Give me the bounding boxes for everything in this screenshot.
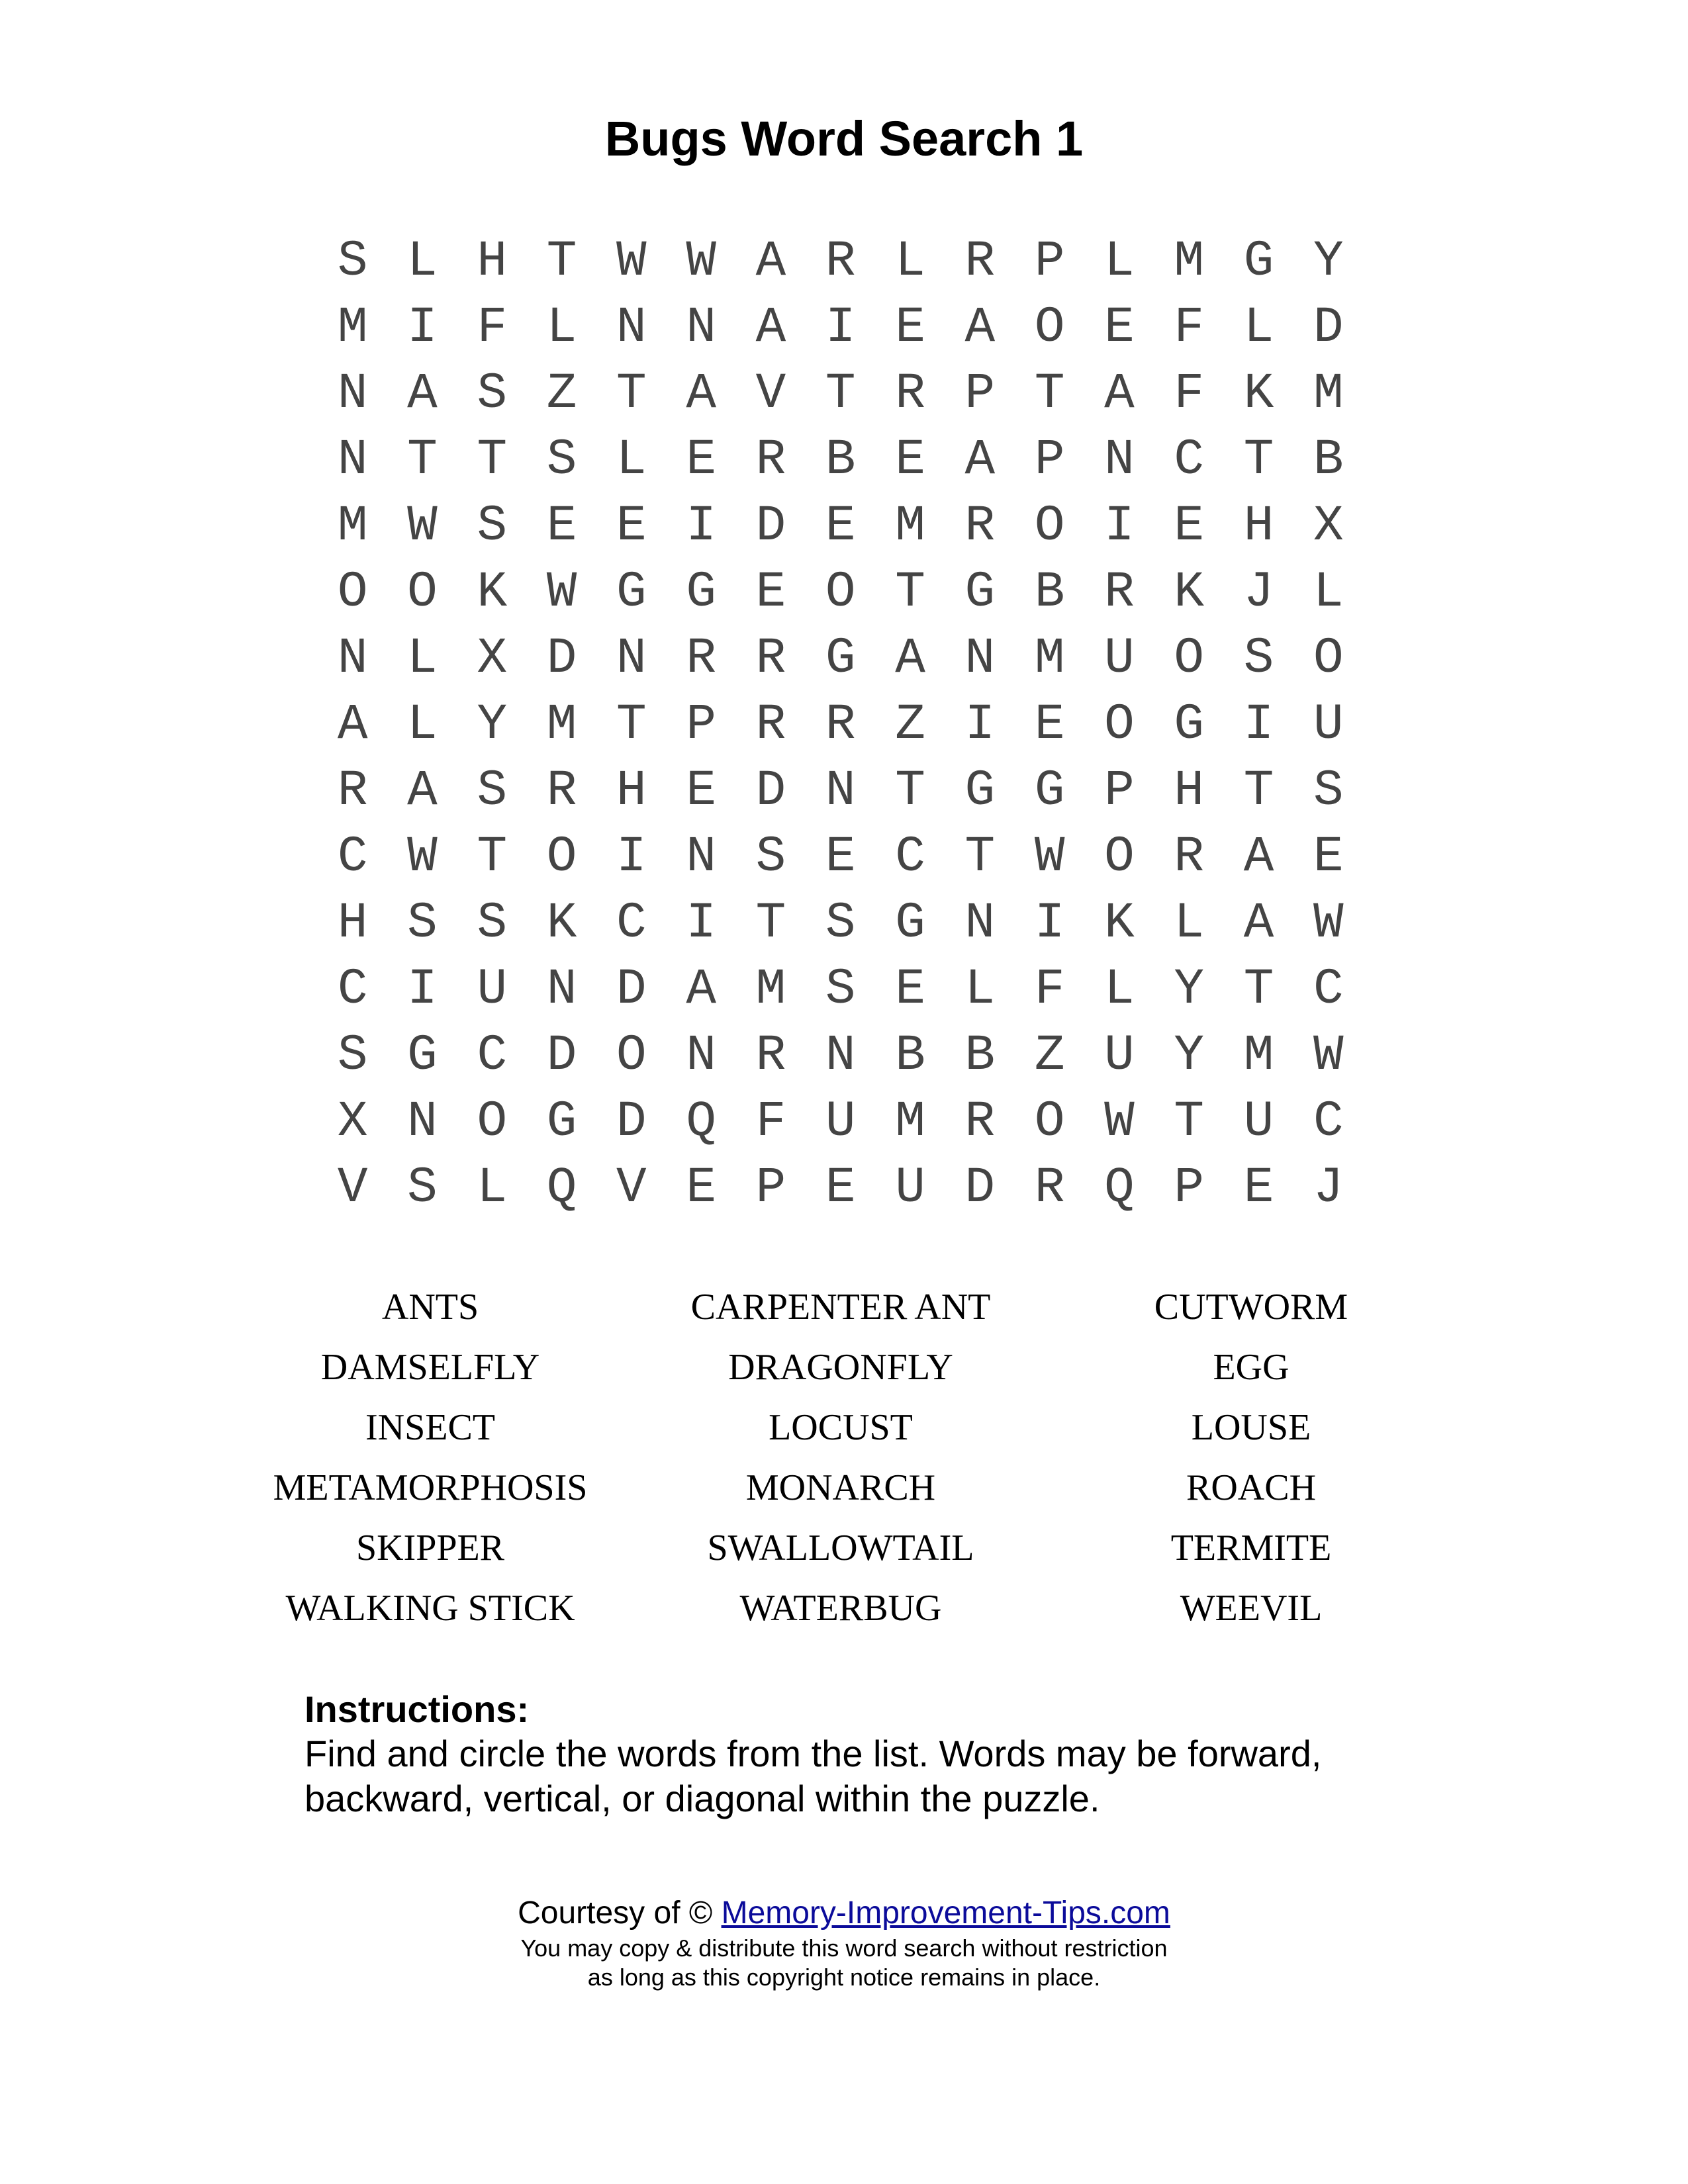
grid-cell[interactable]: H xyxy=(616,762,647,819)
grid-cell[interactable]: O xyxy=(477,1093,508,1150)
grid-cell[interactable]: S xyxy=(477,498,508,555)
word-list-item: LOCUST xyxy=(769,1407,913,1448)
grid-cell[interactable]: I xyxy=(616,829,647,886)
grid-cell[interactable]: I xyxy=(1104,498,1135,555)
grid-cell[interactable]: G xyxy=(825,630,856,687)
grid-cell[interactable]: U xyxy=(477,961,508,1018)
grid-cell[interactable]: G xyxy=(1034,762,1065,819)
grid-cell[interactable]: Z xyxy=(1034,1027,1065,1084)
grid-cell[interactable]: T xyxy=(546,233,577,290)
grid-cell[interactable]: M xyxy=(1313,365,1344,422)
grid-cell[interactable]: L xyxy=(616,432,647,488)
grid-cell[interactable]: N xyxy=(825,1027,856,1084)
grid-cell[interactable]: X xyxy=(337,1093,368,1150)
grid-cell[interactable]: X xyxy=(1313,498,1344,555)
grid-cell[interactable]: M xyxy=(1243,1027,1274,1084)
grid-cell[interactable]: T xyxy=(477,432,508,488)
grid-cell[interactable]: L xyxy=(1104,961,1135,1018)
grid-cell[interactable]: Y xyxy=(477,696,508,753)
word-list-item: EGG xyxy=(1213,1347,1289,1388)
instructions-heading: Instructions: xyxy=(305,1688,530,1730)
copyright-notice: You may copy & distribute this word search without restriction xyxy=(520,1934,1168,1962)
grid-cell[interactable]: E xyxy=(1243,1160,1274,1216)
grid-cell[interactable]: D xyxy=(616,961,647,1018)
grid-cell[interactable]: R xyxy=(755,630,786,687)
grid-cell[interactable]: Q xyxy=(686,1093,716,1150)
page-title: Bugs Word Search 1 xyxy=(604,111,1084,166)
word-list-item: WATERBUG xyxy=(739,1588,942,1629)
instructions-text xyxy=(305,1731,1430,1821)
grid-cell[interactable]: A xyxy=(895,630,925,687)
copyright-notice: as long as this copyright notice remains in place. xyxy=(587,1964,1101,1991)
grid-cell[interactable]: C xyxy=(1313,1093,1344,1150)
grid-cell[interactable]: P xyxy=(1034,233,1065,290)
grid-cell[interactable]: F xyxy=(755,1093,786,1150)
grid-cell[interactable]: E xyxy=(895,299,925,356)
word-list-item: SWALLOWTAIL xyxy=(707,1527,974,1569)
grid-cell[interactable]: O xyxy=(337,564,368,621)
grid-cell[interactable]: C xyxy=(616,895,647,952)
grid-cell[interactable]: H xyxy=(337,895,368,952)
grid-cell[interactable]: L xyxy=(1313,564,1344,621)
grid-cell[interactable]: O xyxy=(825,564,856,621)
grid-cell[interactable]: D xyxy=(1313,299,1344,356)
grid-cell[interactable]: G xyxy=(407,1027,438,1084)
grid-cell[interactable]: L xyxy=(1243,299,1274,356)
grid-cell[interactable]: O xyxy=(407,564,438,621)
grid-cell[interactable]: T xyxy=(616,365,647,422)
grid-cell[interactable]: P xyxy=(1104,762,1135,819)
grid-cell[interactable]: S xyxy=(407,895,438,952)
word-list-item: DAMSELFLY xyxy=(320,1347,540,1388)
grid-cell[interactable]: N xyxy=(964,630,996,687)
grid-cell[interactable]: R xyxy=(755,1027,786,1084)
grid-cell[interactable]: L xyxy=(477,1160,508,1216)
word-list-item: ANTS xyxy=(381,1287,479,1328)
grid-cell[interactable]: R xyxy=(546,762,577,819)
grid-cell[interactable]: A xyxy=(686,365,716,422)
grid-cell[interactable]: Y xyxy=(1313,233,1344,290)
grid-cell[interactable]: R xyxy=(1034,1160,1065,1216)
grid-cell[interactable]: D xyxy=(616,1093,647,1150)
grid-cell[interactable]: N xyxy=(616,630,647,687)
grid-cell[interactable]: O xyxy=(616,1027,647,1084)
grid-cell[interactable]: B xyxy=(1313,432,1344,488)
grid-cell[interactable]: O xyxy=(1104,696,1135,753)
grid-cell[interactable]: V xyxy=(616,1160,647,1216)
grid-cell[interactable]: W xyxy=(407,498,438,555)
grid-cell[interactable]: M xyxy=(1034,630,1065,687)
grid-cell[interactable]: A xyxy=(755,233,786,290)
grid-cell[interactable]: W xyxy=(1034,829,1065,886)
grid-cell[interactable]: N xyxy=(337,630,368,687)
word-list-item: CARPENTER ANT xyxy=(690,1287,991,1328)
grid-cell[interactable]: L xyxy=(1174,895,1205,952)
grid-cell[interactable]: J xyxy=(1313,1160,1344,1216)
grid-cell[interactable]: J xyxy=(1243,564,1274,621)
grid-cell[interactable]: N xyxy=(964,895,996,952)
grid-cell[interactable]: L xyxy=(546,299,577,356)
grid-cell[interactable]: Q xyxy=(1104,1160,1135,1216)
grid-cell[interactable]: L xyxy=(407,696,438,753)
grid-cell[interactable]: O xyxy=(546,829,577,886)
grid-cell[interactable]: C xyxy=(1313,961,1344,1018)
grid-cell[interactable]: W xyxy=(546,564,577,621)
word-list-item: WEEVIL xyxy=(1180,1588,1323,1629)
instructions-line: backward, vertical, or diagonal within the puzzle. xyxy=(305,1778,1100,1819)
grid-cell[interactable]: E xyxy=(825,1160,856,1216)
grid-cell[interactable]: P xyxy=(1174,1160,1205,1216)
letter-grid xyxy=(318,228,1364,1221)
grid-cell[interactable]: B xyxy=(964,1027,996,1084)
grid-cell[interactable]: N xyxy=(546,961,577,1018)
grid-cell[interactable]: Y xyxy=(1174,961,1205,1018)
grid-cell[interactable]: A xyxy=(337,696,368,753)
footer xyxy=(0,1893,1688,1992)
grid-cell[interactable]: N xyxy=(337,365,368,422)
grid-cell[interactable]: D xyxy=(546,630,577,687)
grid-cell[interactable]: L xyxy=(964,961,996,1018)
courtesy-prefix: Courtesy of © xyxy=(518,1895,722,1931)
grid-cell[interactable]: E xyxy=(895,961,925,1018)
grid-cell[interactable]: P xyxy=(755,1160,786,1216)
grid-cell[interactable]: W xyxy=(686,233,716,290)
grid-cell[interactable]: T xyxy=(616,696,647,753)
word-list-item: CUTWORM xyxy=(1154,1287,1348,1328)
grid-cell[interactable]: B xyxy=(895,1027,925,1084)
grid-cell[interactable]: I xyxy=(1034,895,1065,952)
grid-cell[interactable]: S xyxy=(477,895,508,952)
grid-cell[interactable]: R xyxy=(825,696,856,753)
grid-cell[interactable]: T xyxy=(895,762,925,819)
word-list-item: MONARCH xyxy=(745,1467,936,1508)
grid-cell[interactable]: C xyxy=(337,829,368,886)
grid-cell[interactable]: C xyxy=(1174,432,1205,488)
grid-cell[interactable]: P xyxy=(1034,432,1065,488)
grid-cell[interactable]: F xyxy=(477,299,508,356)
grid-cell[interactable]: E xyxy=(895,432,925,488)
grid-cell[interactable]: Z xyxy=(546,365,577,422)
grid-cell[interactable]: V xyxy=(337,1160,368,1216)
grid-cell[interactable]: L xyxy=(407,630,438,687)
grid-cell[interactable]: U xyxy=(1104,1027,1135,1084)
grid-cell[interactable]: S xyxy=(337,233,368,290)
grid-cell[interactable]: E xyxy=(546,498,577,555)
grid-cell[interactable]: S xyxy=(825,895,856,952)
grid-cell[interactable]: M xyxy=(895,1093,925,1150)
grid-cell[interactable]: B xyxy=(825,432,856,488)
grid-cell[interactable]: I xyxy=(407,961,438,1018)
grid-cell[interactable]: W xyxy=(616,233,647,290)
grid-cell[interactable]: N xyxy=(686,299,716,356)
grid-cell[interactable]: U xyxy=(1104,630,1135,687)
grid-cell[interactable]: A xyxy=(1243,895,1274,952)
grid-cell[interactable]: R xyxy=(755,696,786,753)
grid-cell[interactable]: D xyxy=(755,498,786,555)
grid-cell[interactable]: T xyxy=(825,365,856,422)
source-link[interactable]: Memory-Improvement-Tips.com xyxy=(721,1895,1170,1931)
grid-cell[interactable]: I xyxy=(686,498,716,555)
grid-cell[interactable]: E xyxy=(825,829,856,886)
grid-cell[interactable]: E xyxy=(1174,498,1205,555)
grid-cell[interactable]: G xyxy=(546,1093,577,1150)
grid-cell[interactable]: T xyxy=(477,829,508,886)
word-list-item: SKIPPER xyxy=(355,1527,505,1569)
grid-cell[interactable]: G xyxy=(1174,696,1205,753)
grid-cell[interactable]: O xyxy=(1174,630,1205,687)
grid-cell[interactable]: I xyxy=(825,299,856,356)
grid-cell[interactable]: T xyxy=(407,432,438,488)
grid-cell[interactable]: Y xyxy=(1174,1027,1205,1084)
grid-cell[interactable]: T xyxy=(1034,365,1065,422)
grid-cell[interactable]: S xyxy=(546,432,577,488)
grid-cell[interactable]: G xyxy=(964,762,996,819)
grid-cell[interactable]: D xyxy=(546,1027,577,1084)
grid-cell[interactable]: K xyxy=(477,564,508,621)
grid-cell[interactable]: D xyxy=(964,1160,996,1216)
grid-cell[interactable]: I xyxy=(964,696,996,753)
word-list-item: METAMORPHOSIS xyxy=(273,1467,588,1508)
grid-cell[interactable]: L xyxy=(1104,233,1135,290)
grid-cell[interactable]: E xyxy=(686,1160,716,1216)
grid-cell[interactable]: S xyxy=(825,961,856,1018)
grid-cell[interactable]: R xyxy=(895,365,925,422)
grid-cell[interactable]: H xyxy=(1174,762,1205,819)
grid-cell[interactable]: W xyxy=(1104,1093,1135,1150)
grid-cell[interactable]: N xyxy=(686,829,716,886)
word-list-item: LOUSE xyxy=(1191,1407,1311,1448)
grid-cell[interactable]: T xyxy=(1243,762,1274,819)
grid-cell[interactable]: C xyxy=(477,1027,508,1084)
grid-cell[interactable]: K xyxy=(546,895,577,952)
grid-cell[interactable]: S xyxy=(477,762,508,819)
grid-cell[interactable]: E xyxy=(616,498,647,555)
grid-cell[interactable]: G xyxy=(964,564,996,621)
grid-cell[interactable]: A xyxy=(407,762,438,819)
grid-cell[interactable]: R xyxy=(337,762,368,819)
grid-cell[interactable]: A xyxy=(1104,365,1135,422)
grid-cell[interactable]: T xyxy=(1243,432,1274,488)
grid-cell[interactable]: R xyxy=(964,498,996,555)
word-list-item: ROACH xyxy=(1186,1467,1317,1508)
grid-cell[interactable]: C xyxy=(337,961,368,1018)
grid-cell[interactable]: E xyxy=(825,498,856,555)
grid-cell[interactable]: U xyxy=(1243,1093,1274,1150)
grid-cell[interactable]: N xyxy=(1104,432,1135,488)
grid-cell[interactable]: F xyxy=(1174,299,1205,356)
word-list-item: INSECT xyxy=(365,1407,495,1448)
grid-cell[interactable]: O xyxy=(1034,1093,1065,1150)
grid-cell[interactable]: C xyxy=(895,829,925,886)
grid-cell[interactable]: M xyxy=(337,299,368,356)
grid-cell[interactable]: B xyxy=(1034,564,1065,621)
grid-cell[interactable]: O xyxy=(1034,498,1065,555)
grid-cell[interactable]: S xyxy=(1243,630,1274,687)
grid-cell[interactable]: L xyxy=(407,233,438,290)
grid-cell[interactable]: A xyxy=(964,432,996,488)
word-list xyxy=(225,1277,1483,1639)
grid-cell[interactable]: R xyxy=(964,1093,996,1150)
grid-cell[interactable]: I xyxy=(1243,696,1274,753)
grid-cell[interactable]: V xyxy=(755,365,786,422)
grid-cell[interactable]: T xyxy=(1174,1093,1205,1150)
word-list-item: WALKING STICK xyxy=(285,1588,575,1629)
instructions xyxy=(305,1688,1430,1821)
grid-cell[interactable]: R xyxy=(825,233,856,290)
grid-cell[interactable]: E xyxy=(1313,829,1344,886)
grid-cell[interactable]: W xyxy=(1313,895,1344,952)
grid-cell[interactable]: I xyxy=(686,895,716,952)
grid-cell[interactable]: F xyxy=(1174,365,1205,422)
grid-cell[interactable]: M xyxy=(1174,233,1205,290)
grid-cell[interactable]: T xyxy=(895,564,925,621)
grid-cell[interactable]: E xyxy=(1034,696,1065,753)
grid-cell[interactable]: O xyxy=(1313,630,1344,687)
grid-cell[interactable]: A xyxy=(407,365,438,422)
grid-cell[interactable]: N xyxy=(686,1027,716,1084)
grid-cell[interactable]: K xyxy=(1174,564,1205,621)
grid-cell[interactable]: G xyxy=(686,564,716,621)
grid-cell[interactable]: W xyxy=(407,829,438,886)
grid-cell[interactable]: S xyxy=(755,829,786,886)
grid-cell[interactable]: A xyxy=(1243,829,1274,886)
grid-cell[interactable]: M xyxy=(546,696,577,753)
grid-cell[interactable]: R xyxy=(964,233,996,290)
grid-cell[interactable]: N xyxy=(825,762,856,819)
grid-cell[interactable]: G xyxy=(895,895,925,952)
grid-cell[interactable]: U xyxy=(825,1093,856,1150)
grid-cell[interactable]: A xyxy=(755,299,786,356)
grid-cell[interactable]: K xyxy=(1243,365,1274,422)
word-list-item: TERMITE xyxy=(1170,1527,1332,1569)
grid-cell[interactable]: O xyxy=(1104,829,1135,886)
grid-cell[interactable]: R xyxy=(755,432,786,488)
grid-cell[interactable]: A xyxy=(964,299,996,356)
grid-cell[interactable]: U xyxy=(895,1160,925,1216)
grid-cell[interactable]: N xyxy=(407,1093,438,1150)
grid-cell[interactable]: P xyxy=(964,365,996,422)
grid-cell[interactable]: T xyxy=(964,829,996,886)
grid-cell[interactable]: A xyxy=(686,961,716,1018)
grid-cell[interactable]: S xyxy=(407,1160,438,1216)
grid-cell[interactable]: S xyxy=(1313,762,1344,819)
grid-cell[interactable]: I xyxy=(407,299,438,356)
grid-cell[interactable]: E xyxy=(755,564,786,621)
grid-cell[interactable]: T xyxy=(1243,961,1274,1018)
grid-cell[interactable]: F xyxy=(1034,961,1065,1018)
grid-cell[interactable]: R xyxy=(1174,829,1205,886)
grid-cell[interactable]: D xyxy=(755,762,786,819)
grid-cell[interactable]: S xyxy=(337,1027,368,1084)
grid-cell[interactable]: M xyxy=(337,498,368,555)
courtesy-line xyxy=(0,1893,1688,1934)
grid-cell[interactable]: N xyxy=(337,432,368,488)
grid-cell[interactable]: E xyxy=(686,762,716,819)
grid-cell[interactable]: N xyxy=(616,299,647,356)
grid-cell[interactable]: H xyxy=(1243,498,1274,555)
grid-cell[interactable]: T xyxy=(755,895,786,952)
grid-cell[interactable]: Z xyxy=(895,696,925,753)
grid-cell[interactable]: E xyxy=(1104,299,1135,356)
instructions-line: Find and circle the words from the list. Words may be forward, xyxy=(305,1733,1322,1774)
grid-cell[interactable]: S xyxy=(477,365,508,422)
grid-cell[interactable]: M xyxy=(895,498,925,555)
grid-cell[interactable]: P xyxy=(686,696,716,753)
grid-cell[interactable]: X xyxy=(477,630,508,687)
grid-cell[interactable]: G xyxy=(1243,233,1274,290)
grid-cell[interactable]: W xyxy=(1313,1027,1344,1084)
grid-cell[interactable]: R xyxy=(686,630,716,687)
grid-cell[interactable]: R xyxy=(1104,564,1135,621)
grid-cell[interactable]: U xyxy=(1313,696,1344,753)
grid-cell[interactable]: G xyxy=(616,564,647,621)
grid-cell[interactable]: H xyxy=(477,233,508,290)
grid-cell[interactable]: K xyxy=(1104,895,1135,952)
grid-cell[interactable]: E xyxy=(686,432,716,488)
grid-cell[interactable]: L xyxy=(895,233,925,290)
grid-cell[interactable]: M xyxy=(755,961,786,1018)
word-list-item: DRAGONFLY xyxy=(728,1347,953,1388)
grid-cell[interactable]: Q xyxy=(546,1160,577,1216)
grid-cell[interactable]: O xyxy=(1034,299,1065,356)
